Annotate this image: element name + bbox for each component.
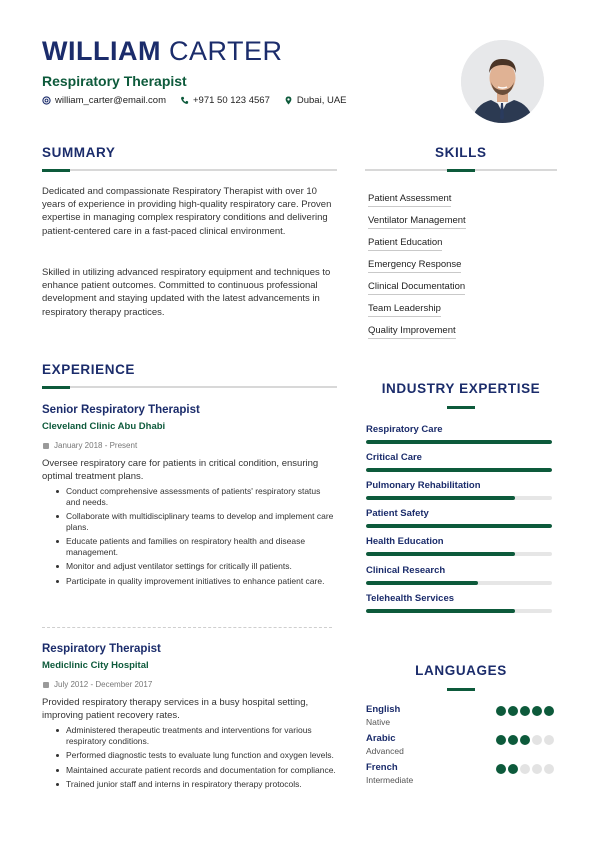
expertise-bar-track <box>366 468 552 472</box>
contact-location <box>284 95 347 106</box>
skill-item: Clinical Documentation <box>368 281 465 295</box>
job-1-description: Oversee respiratory care for patients in critical condition, ensuring optimal treatment plans. <box>42 458 319 482</box>
location-pin-icon <box>284 96 293 105</box>
rating-dot <box>532 764 542 774</box>
bullet-item: Collaborate with multidisciplinary teams to develop and implement care plans. <box>66 511 336 532</box>
bullet-item: Trained junior staff and interns in respiratory therapy protocols. <box>66 779 336 790</box>
expertise-bar-fill <box>366 468 552 472</box>
contact-phone[interactable] <box>180 95 270 106</box>
expertise-bar-fill <box>366 609 515 613</box>
job-title: Respiratory Therapist <box>42 73 187 89</box>
expertise-bar-fill <box>366 552 515 556</box>
expertise-bar-track <box>366 581 552 585</box>
language-level: Native <box>366 717 391 727</box>
language-rating <box>496 735 554 745</box>
rating-dot <box>520 706 530 716</box>
job-2-description: Provided respiratory therapy services in a busy hospital setting, improving patient recovery rates. <box>42 697 309 721</box>
rating-dot <box>496 764 506 774</box>
skills-heading: SKILLS <box>435 145 487 160</box>
calendar-icon <box>43 682 49 688</box>
last-name: CARTER <box>168 36 283 66</box>
expertise-heading: INDUSTRY EXPERTISE <box>381 381 541 396</box>
job-2-company: Mediclinic City Hospital <box>42 660 149 671</box>
email-text: william_carter@email.com <box>55 95 166 106</box>
rating-dot <box>496 735 506 745</box>
expertise-list <box>366 424 552 621</box>
at-icon <box>42 96 51 105</box>
job-1-dates <box>43 441 137 450</box>
language-rating <box>496 764 554 774</box>
job-1-bullets <box>44 486 336 590</box>
expertise-item <box>366 480 552 508</box>
skill-item: Patient Education <box>368 237 442 251</box>
rating-dot <box>532 735 542 745</box>
expertise-bar-track <box>366 496 552 500</box>
expertise-bar-fill <box>366 496 515 500</box>
language-level: Intermediate <box>366 775 414 785</box>
languages-accent <box>447 688 475 691</box>
expertise-label: Telehealth Services <box>366 593 455 604</box>
rating-dot <box>544 706 554 716</box>
job-1-date-text: January 2018 - Present <box>54 441 138 450</box>
rating-dot <box>508 735 518 745</box>
language-item <box>366 704 554 733</box>
expertise-item <box>366 508 552 536</box>
language-item <box>366 762 554 791</box>
job-2-dates <box>43 680 152 689</box>
expertise-label: Pulmonary Rehabilitation <box>366 480 481 491</box>
experience-heading: EXPERIENCE <box>42 362 136 377</box>
job-2-title: Respiratory Therapist <box>42 643 161 655</box>
languages-list <box>366 704 554 791</box>
profile-photo <box>461 40 544 123</box>
first-name: WILLIAM <box>42 36 161 66</box>
rating-dot <box>532 706 542 716</box>
bullet-item: Participate in quality improvement initiatives to enhance patient care. <box>66 576 336 587</box>
summary-divider <box>42 169 337 171</box>
bullet-item: Performed diagnostic tests to evaluate lung function and oxygen levels. <box>66 750 336 761</box>
location-text: Dubai, UAE <box>296 95 347 106</box>
rating-dot <box>520 735 530 745</box>
experience-divider <box>42 386 337 388</box>
bullet-item: Administered therapeutic treatments and interventions for various respiratory conditions. <box>66 725 336 746</box>
expertise-item <box>366 593 552 621</box>
job-divider <box>42 627 332 628</box>
expertise-item <box>366 565 552 594</box>
expertise-bar-track <box>366 552 552 556</box>
language-name: Arabic <box>366 733 396 744</box>
expertise-label: Health Education <box>366 536 444 547</box>
candidate-name <box>42 36 283 67</box>
expertise-item <box>366 452 552 480</box>
expertise-label: Patient Safety <box>366 508 429 519</box>
bullet-item: Educate patients and families on respiratory health and disease management. <box>66 536 336 557</box>
rating-dot <box>508 764 518 774</box>
skill-item: Patient Assessment <box>368 193 451 207</box>
contact-email[interactable] <box>42 95 166 106</box>
skill-item: Emergency Response <box>368 259 461 273</box>
skills-divider <box>365 169 557 171</box>
contact-row <box>42 95 347 106</box>
skill-item: Ventilator Management <box>368 215 466 229</box>
skill-item: Team Leadership <box>368 303 441 317</box>
expertise-bar-fill <box>366 440 552 444</box>
rating-dot <box>508 706 518 716</box>
skills-list <box>368 188 466 342</box>
language-item <box>366 733 554 762</box>
rating-dot <box>544 735 554 745</box>
language-name: English <box>366 704 401 715</box>
summary-paragraph-1: Dedicated and compassionate Respiratory Therapist with over 10 years of experience in providing high-quality respiratory care. Proven expertise in managing complex respiratory conditions and delivering patient-centered care in a fast-paced clinical environment. <box>42 186 332 237</box>
expertise-label: Clinical Research <box>366 564 446 576</box>
expertise-bar-fill <box>366 524 552 528</box>
rating-dot <box>520 764 530 774</box>
skill-item: Quality Improvement <box>368 325 456 339</box>
expertise-bar-track <box>366 524 552 528</box>
summary-paragraph-2: Skilled in utilizing advanced respiratory equipment and techniques to enhance patient outcomes. Committed to continuous professional development and staying updated with the latest advancements in respiratory therapy practices. <box>42 267 331 318</box>
expertise-label: Respiratory Care <box>366 424 443 435</box>
expertise-label: Critical Care <box>366 452 422 463</box>
language-level: Advanced <box>366 746 404 756</box>
languages-heading: LANGUAGES <box>415 663 507 678</box>
expertise-item <box>366 424 552 452</box>
expertise-bar-fill <box>366 581 478 585</box>
job-1-title: Senior Respiratory Therapist <box>42 404 200 416</box>
phone-text: +971 50 123 4567 <box>193 95 270 106</box>
language-name: French <box>366 762 398 773</box>
job-1-company: Cleveland Clinic Abu Dhabi <box>42 421 166 432</box>
expertise-accent <box>447 406 475 409</box>
bullet-item: Monitor and adjust ventilator settings for critically ill patients. <box>66 561 336 572</box>
job-2-date-text: July 2012 - December 2017 <box>54 680 153 689</box>
expertise-bar-track <box>366 440 552 444</box>
expertise-bar-track <box>366 609 552 613</box>
language-rating <box>496 706 554 716</box>
job-2-bullets <box>44 725 336 794</box>
bullet-item: Conduct comprehensive assessments of patients' respiratory status and needs. <box>66 486 336 507</box>
summary-heading: SUMMARY <box>42 145 116 160</box>
rating-dot <box>496 706 506 716</box>
calendar-icon <box>43 443 49 449</box>
phone-icon <box>180 96 189 105</box>
expertise-item <box>366 536 552 565</box>
bullet-item: Maintained accurate patient records and documentation for compliance. <box>66 764 336 775</box>
rating-dot <box>544 764 554 774</box>
